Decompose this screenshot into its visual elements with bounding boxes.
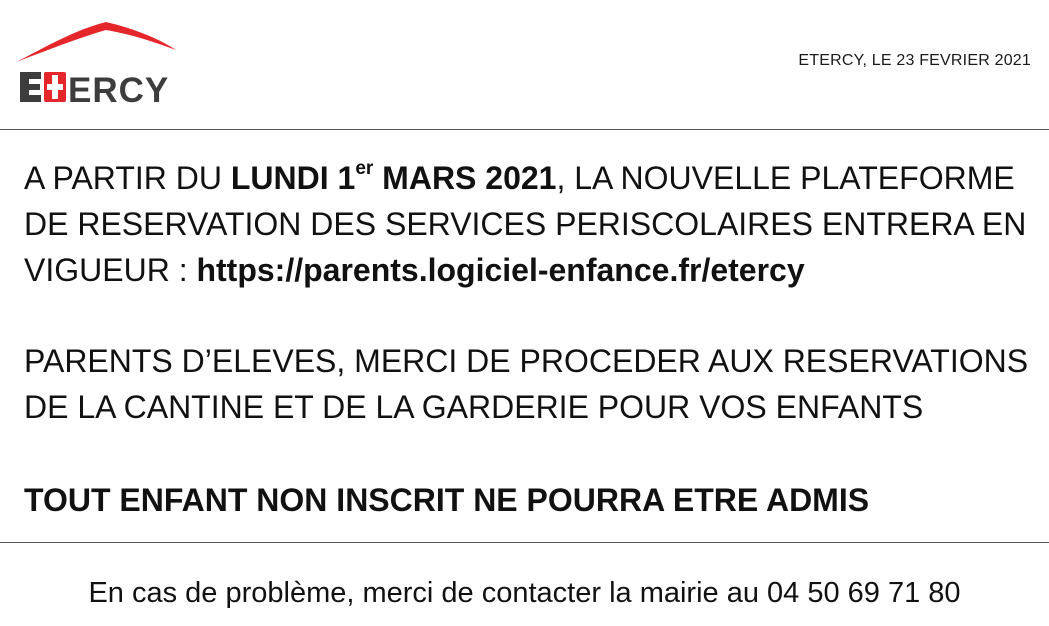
announcement-paragraph-2: PARENTS D’ELEVES, MERCI DE PROCEDER AUX RESERVATIONS DE LA CANTINE ET DE LA GARDERIE POUR VOS ENFANTS [24, 343, 1029, 425]
platform-url: https://parents.logiciel-enfance.fr/etercy [196, 252, 805, 288]
platform-text: , LA NOUVELLE PLATEFORME DE RESERVATION DES SERVICES PERISCOLAIRES ENTRERA EN VIGUEUR : [24, 160, 1027, 288]
footer-divider [0, 542, 1049, 543]
start-date: LUNDI 1er MARS 2021 [230, 158, 557, 196]
roof-icon [16, 22, 176, 62]
etercy-logo [14, 18, 180, 108]
cross-icon [44, 72, 66, 102]
announcement-paragraph-1 [24, 155, 1034, 293]
intro-text: A PARTIR DU [24, 160, 231, 196]
announcement-warning: TOUT ENFANT NON INSCRIT NE POURRA ETRE ADMIS [24, 482, 870, 518]
header-divider [0, 129, 1049, 130]
svg-text:ERCY: ERCY [68, 71, 170, 108]
document-date: ETERCY, LE 23 FEVRIER 2021 [798, 52, 1031, 69]
contact-line: En cas de problème, merci de contacter la mairie au 04 50 69 71 80 [88, 577, 961, 609]
